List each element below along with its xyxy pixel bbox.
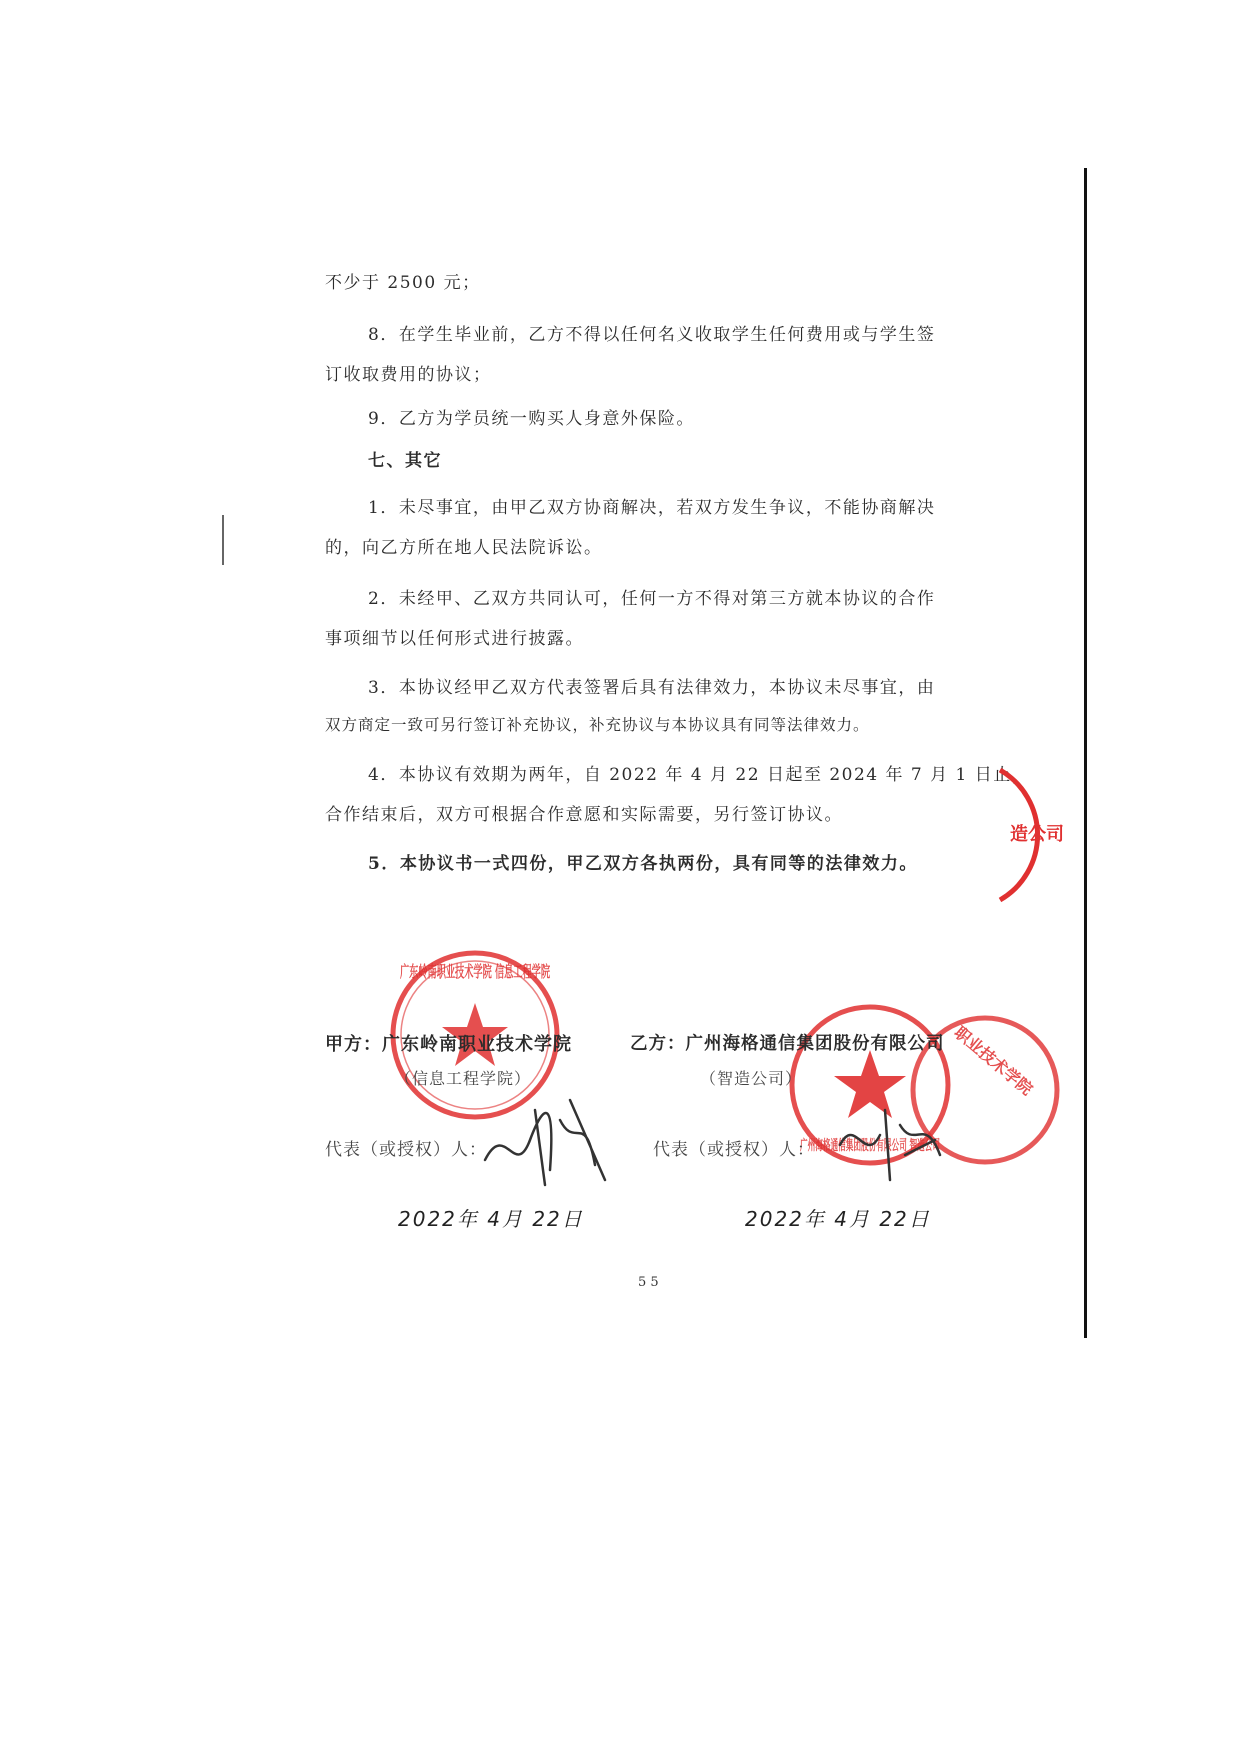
party-b-date: 2022年 4月 22日	[745, 1207, 931, 1231]
seal-edge-text: 造公司	[1010, 824, 1064, 845]
clause-8-cont: 订收取费用的协议；	[325, 365, 492, 385]
paragraph-continuation: 不少于 2500 元；	[325, 273, 481, 293]
party-a-signature	[475, 1080, 615, 1190]
party-b-name: 乙方：广州海格通信集团股份有限公司	[630, 1034, 945, 1054]
party-b-signature	[830, 1095, 950, 1185]
party-a-rep-label: 代表（或授权）人：	[325, 1140, 487, 1160]
clause-2: 2．未经甲、乙双方共同认可，任何一方不得对第三方就本协议的合作	[368, 589, 936, 609]
scan-left-mark	[222, 515, 224, 565]
scan-right-edge	[1084, 168, 1087, 1338]
party-b-dept: （智造公司）	[700, 1069, 803, 1088]
clause-5: 5．本协议书一式四份，甲乙双方各执两份，具有同等的法律效力。	[368, 854, 918, 874]
clause-3: 3．本协议经甲乙双方代表签署后具有法律效力，本协议未尽事宜，由	[368, 678, 936, 698]
party-a-dept: （信息工程学院）	[395, 1069, 532, 1088]
section-heading-other: 七、其它	[368, 451, 442, 471]
clause-3-cont: 双方商定一致可另行签订补充协议，补充协议与本协议具有同等法律效力。	[325, 716, 870, 734]
party-b-rep-label: 代表（或授权）人：	[653, 1140, 815, 1160]
party-a-name: 甲方：广东岭南职业技术学院	[325, 1034, 572, 1055]
clause-1: 1．未尽事宜，由甲乙双方协商解决，若双方发生争议，不能协商解决	[368, 498, 936, 518]
clause-1-cont: 的，向乙方所在地人民法院诉讼。	[325, 538, 603, 558]
seal-c-text: 职业技术学院	[950, 1022, 1037, 1099]
seal-edge-partial	[980, 760, 1100, 910]
page-number: 5 5	[638, 1275, 659, 1290]
seal-a-text: 广东岭南职业技术学院 信息工程学院	[400, 962, 550, 981]
clause-2-cont: 事项细节以任何形式进行披露。	[325, 629, 584, 649]
clause-8: 8．在学生毕业前，乙方不得以任何名义收取学生任何费用或与学生签	[368, 325, 936, 345]
clause-4: 4．本协议有效期为两年，自 2022 年 4 月 22 日起至 2024 年 7 月 1 日止，	[368, 765, 1031, 785]
seal-b-text: 广州海格通信集团股份有限公司 智造公司	[800, 1138, 1057, 1154]
clause-4-cont: 合作结束后，双方可根据合作意愿和实际需要，另行签订协议。	[325, 805, 843, 825]
party-a-date: 2022年 4月 22日	[398, 1207, 584, 1231]
clause-9: 9．乙方为学员统一购买人身意外保险。	[368, 409, 695, 429]
